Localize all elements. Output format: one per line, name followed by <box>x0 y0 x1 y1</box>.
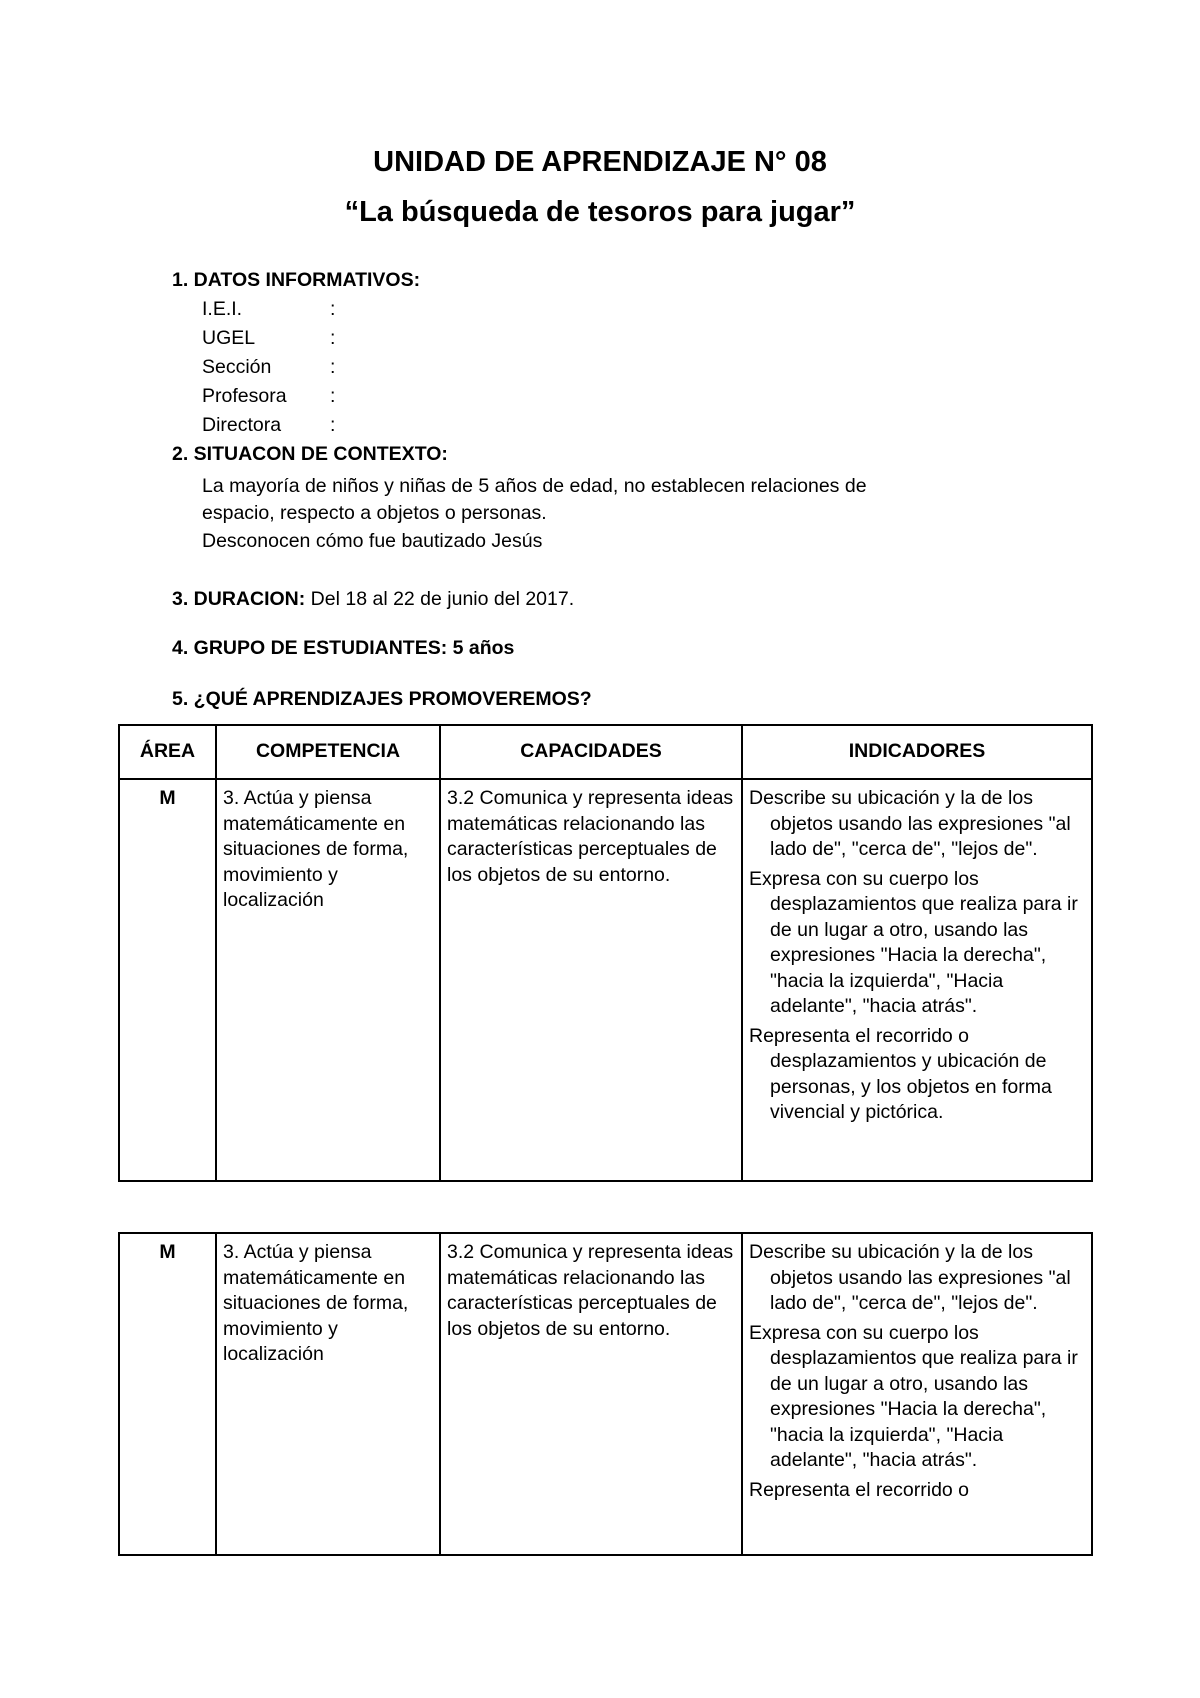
header-indicadores: INDICADORES <box>742 725 1092 779</box>
field-label: Sección <box>202 356 272 378</box>
table-header-row <box>119 725 1092 779</box>
duracion-heading: 3. DURACION: <box>172 588 306 610</box>
field-directora <box>202 411 335 440</box>
indicador-item: Describe su ubicación y la de los objetos usando las expresiones "al lado de", "cerca de", "lejos de". <box>749 787 1071 860</box>
document-subtitle: “La búsqueda de tesoros para jugar” <box>344 196 856 228</box>
header-area: ÁREA <box>119 725 216 779</box>
field-separator: : <box>330 385 336 407</box>
field-ugel <box>202 324 335 353</box>
indicador-item: Representa el recorrido o <box>749 1478 970 1501</box>
indicador-item: Expresa con su cuerpo los desplazamientos que realiza para ir de un lugar a otro, usando las expresiones "Hacia la derecha", "hacia la izquierda", "Hacia adelante", "hacia atrás". <box>749 867 1078 1017</box>
competencia-cell: 3. Actúa y piensa matemáticamente en situaciones de forma, movimiento y localización <box>216 1233 440 1555</box>
capacidades-cell: 3.2 Comunica y representa ideas matemáticas relacionando las características perceptuales de los objetos de su entorno. <box>440 1233 742 1555</box>
learning-table-continued <box>118 1232 1093 1556</box>
document-title: UNIDAD DE APRENDIZAJE N° 08 <box>373 146 827 178</box>
field-label: Profesora <box>202 385 287 407</box>
contexto-line-1: La mayoría de niños y niñas de 5 años de edad, no establecen relaciones de <box>202 475 867 497</box>
field-label: I.E.I. <box>202 298 243 320</box>
field-seccion <box>202 353 335 382</box>
datos-heading: 1. DATOS INFORMATIVOS: <box>172 269 421 291</box>
header-capacidades: CAPACIDADES <box>440 725 742 779</box>
field-separator: : <box>330 327 336 349</box>
capacidades-cell: 3.2 Comunica y representa ideas matemáticas relacionando las características perceptuales de los objetos de su entorno. <box>440 779 742 1181</box>
indicadores-cell <box>742 779 1092 1181</box>
contexto-line-3: Desconocen cómo fue bautizado Jesús <box>202 530 543 552</box>
field-iei <box>202 295 335 324</box>
competencia-cell: 3. Actúa y piensa matemáticamente en situaciones de forma, movimiento y localización <box>216 779 440 1181</box>
table-row <box>119 1233 1092 1555</box>
header-competencia: COMPETENCIA <box>216 725 440 779</box>
field-separator: : <box>330 414 336 436</box>
field-separator: : <box>330 356 336 378</box>
table-row <box>119 779 1092 1181</box>
area-cell: M <box>119 1233 216 1555</box>
duracion-section <box>172 585 574 614</box>
field-label: Directora <box>202 414 282 436</box>
area-cell: M <box>119 779 216 1181</box>
indicadores-cell <box>742 1233 1092 1555</box>
indicador-item: Describe su ubicación y la de los objetos usando las expresiones "al lado de", "cerca de", "lejos de". <box>749 1241 1071 1314</box>
indicador-item: Expresa con su cuerpo los desplazamientos que realiza para ir de un lugar a otro, usando las expresiones "Hacia la derecha", "hacia la izquierda", "Hacia adelante", "hacia atrás". <box>749 1321 1078 1471</box>
grupo-heading: 4. GRUPO DE ESTUDIANTES: 5 años <box>172 637 515 659</box>
field-label: UGEL <box>202 327 256 349</box>
duracion-value: Del 18 al 22 de junio del 2017. <box>305 588 575 610</box>
learning-table <box>118 724 1093 1182</box>
contexto-heading: 2. SITUACON DE CONTEXTO: <box>172 443 448 465</box>
aprendizajes-heading: 5. ¿QUÉ APRENDIZAJES PROMOVEREMOS? <box>172 688 592 710</box>
contexto-line-2: espacio, respecto a objetos o personas. <box>202 502 547 524</box>
field-separator: : <box>330 298 336 320</box>
field-profesora <box>202 382 335 411</box>
indicador-item: Representa el recorrido o desplazamientos y ubicación de personas, y los objetos en forma vivencial y pictórica. <box>749 1024 1052 1123</box>
